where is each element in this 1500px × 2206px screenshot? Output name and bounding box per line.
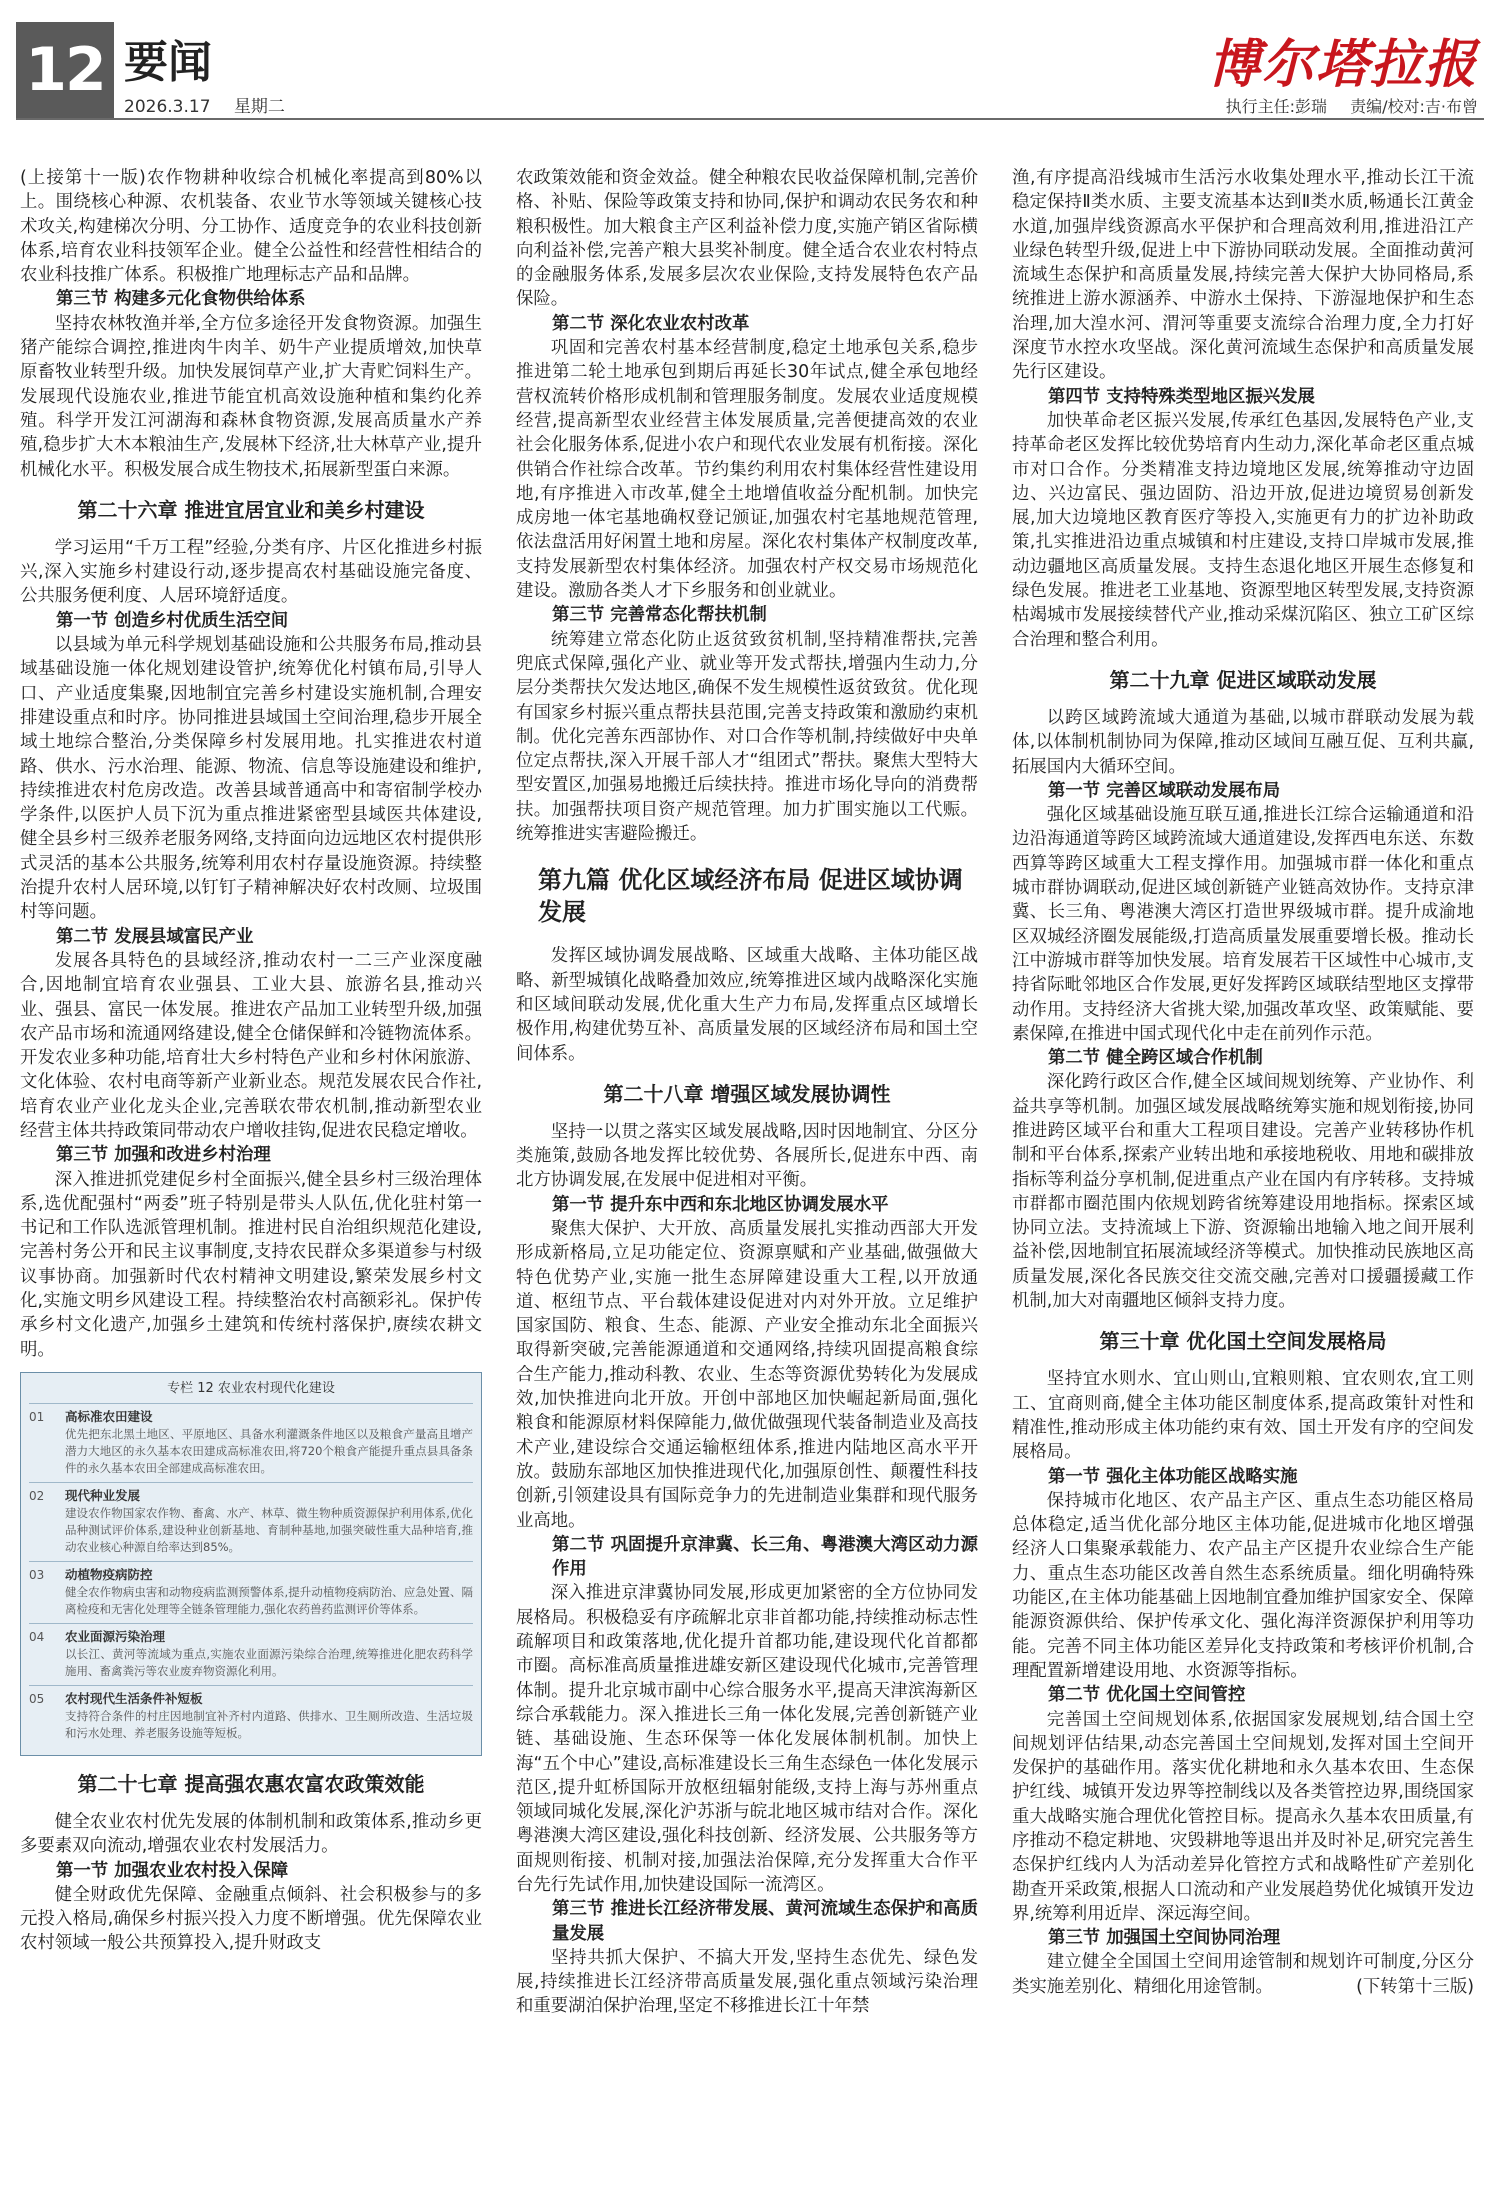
feature-box-item [29,1561,473,1623]
feature-box [20,1372,482,1756]
paragraph: 农政策效能和资金效益。健全种粮农民收益保障机制,完善价格、补贴、保险等政策支持和协同,保护和调动农民务农和种粮积极性。加大粮食主产区利益补偿力度,实施产销区省际横向利益补偿,完善产粮大县奖补制度。健全适合农业农村特点的金融服务体系,发展多层次农业保险,支持发展特色农产品保险。 [516,168,978,310]
paragraph: 深入推进京津冀协同发展,形成更加紧密的全方位协同发展格局。积极稳妥有序疏解北京非首都功能,持续推动标志性疏解项目和政策落地,优化提升首都功能,建设现代化首都都市圈。高标准高质量推进雄安新区建设现代化城市,完善管理体制。提升北京城市副中心综合服务水平,提高天津滨海新区综合承载能力。深入推进长三角一体化发展,完善创新链产业链、基础设施、生态环保等一体化发展体制机制。加快上海“五个中心”建设,高标准建设长三角生态绿色一体化发展示范区,提升虹桥国际开放枢纽辐射能级,支持上海与苏州重点领域同城化发展,深化沪苏浙与皖北地区城市结对合作。深化粤港澳大湾区建设,强化科技创新、经济发展、公共服务等方面规则衔接、机制对接,加强法治保障,充分发挥重大合作平台先行先试作用,加快建设国际一流湾区。 [516,1583,978,1895]
section-heading: 第三节 加强国土空间协同治理 [1048,1928,1281,1949]
paragraph: 学习运用“千万工程”经验,分类有序、片区化推进乡村振兴,深入实施乡村建设行动,逐步提高农村基础设施完备度、公共服务便利度、人居环境舒适度。 [20,537,482,607]
paragraph: 加快革命老区振兴发展,传承红色基因,发展特色产业,支持革命老区发挥比较优势培育内生动力,深化革命老区重点城市对口合作。分类精准支持边境地区发展,统筹推动守边固边、兴边富民、强边固防、沿边开放,促进边境贸易创新发展,加大边境地区教育医疗等投入,实施更有力的扩边补助政策,扎实推进沿边重点城镇和村庄建设,支持口岸城市发展,推动边疆地区高质量发展。支持生态退化地区开展生态修复和绿色发展。推进老工业基地、资源型地区转型发展,支持资源枯竭城市发展接续替代产业,推动采煤沉陷区、独立工矿区综合治理和整合利用。 [1012,410,1474,650]
paragraph [1012,1950,1474,1999]
paragraph: 聚焦大保护、大开放、高质量发展扎实推动西部大开发形成新格局,立足功能定位、资源禀赋和产业基础,做强做大特色优势产业,实施一批生态屏障建设重大工程,以开放通道、枢纽节点、平台载体建设促进对内对外开放。立足维护国家国防、粮食、生态、能源、产业安全推动东北全面振兴取得新突破,完善能源通道和交通网络,持续巩固提高粮食综合生产能力,推动科教、农业、生态等资源优势转化为发展成效,加快推进向北开放。开创中部地区加快崛起新局面,强化粮食和能源原材料保障能力,做优做强现代装备制造业及高技术产业,建设综合交通运输枢纽体系,推进内陆地区高水平开放。鼓励东部地区加快推进现代化,加强原创性、颠覆性科技创新,引领建设具有国际竞争力的先进制造业集群和现代服务业高地。 [516,1218,978,1531]
section-heading: 第一节 加强农业农村投入保障 [56,1860,289,1881]
section-heading: 第一节 完善区域联动发展布局 [1048,780,1281,801]
continued-note: (下转第十三版) [1356,1976,1474,1997]
section-heading: 第二节 优化国土空间管控 [1048,1685,1246,1706]
item-number: 04 [29,1629,45,1644]
paragraph: 健全财政优先保障、金融重点倾斜、社会积极参与的多元投入格局,确保乡村振兴投入力度不断增强。优先保障农业农村领域一般公共预算投入,提升财政支 [20,1884,482,1954]
item-text: 健全农作物病虫害和动物疫病监测预警体系,提升动植物疫病防治、应急处置、隔离检疫和无害化处理等全链条管理能力,强化农药兽药监测评价等体系。 [65,1584,473,1616]
paragraph: 以县域为单元科学规划基础设施和公共服务布局,推动县域基础设施一体化规划建设管护,统筹优化村镇布局,引导人口、产业适度集聚,因地制宜完善乡村建设实施机制,合理安排建设重点和时序。协同推进县域国土空间治理,稳步开展全域土地综合整治,分类保障乡村发展用地。扎实推进农村道路、供水、污水治理、能源、物流、信息等设施建设和维护,持续推进农村危房改造。改善县域普通高中和寄宿制学校办学条件,以医护人员下沉为重点推进紧密型县域医共体建设,健全县乡村三级养老服务网络,支持面向边远地区农村提供形式灵活的基本公共服务,统筹利用农村存量设施资源。持续整治提升农村人居环境,以钉钉子精神解决好农村改厕、垃圾围村等问题。 [20,635,482,923]
section-heading: 第四节 支持特殊类型地区振兴发展 [1048,386,1315,407]
masthead-logo: 博尔塔拉报 [1207,34,1478,95]
editor-credits [1208,94,1478,117]
feature-box-item [29,1685,473,1747]
section-heading: 第三节 构建多元化食物供给体系 [56,289,306,310]
header-divider [16,118,1484,120]
section-heading: 第二节 发展县域富民产业 [56,926,254,947]
paragraph: 坚持宜水则水、宜山则山,宜粮则粮、宜农则农,宜工则工、宜商则商,健全主体功能区制度体系,提高政策针对性和精准性,推动形成主体功能约束有效、国土开发有序的空间发展格局。 [1012,1369,1474,1463]
section-title: 要闻 [124,37,212,88]
item-number: 05 [29,1691,45,1706]
section-heading: 第一节 创造乡村优质生活空间 [56,610,289,631]
item-text: 优先把东北黑土地区、平原地区、具备水利灌溉条件地区以及粮食产量高且增产潜力大地区的永久基本农田建成高标准农田,将720个粮食产能提升重点县具备条件的永久基本农田全部建成高标准农田。 [65,1426,473,1475]
item-title: 动植物疫病防控 [65,1566,153,1582]
article-column-3 [1012,166,1474,2194]
paragraph: 坚持农林牧渔并举,全方位多途径开发食物资源。加强生猪产能综合调控,推进肉牛肉羊、奶牛产业提质增效,加快草原畜牧业转型升级。加快发展饲草产业,扩大青贮饲料生产。发展现代设施农业,推进节能宜机高效设施种植和集约化养殖。科学开发江河湖海和森林食物资源,发展高质量水产养殖,稳步扩大木本粮油生产,发展林下经济,壮大林草产业,提升机械化水平。积极发展合成生物技术,拓展新型蛋白来源。 [20,313,482,480]
section-heading: 第三节 完善常态化帮扶机制 [552,605,767,626]
article-column-2 [516,166,978,2194]
section-heading: 第三节 推进长江经济带发展、黄河流域生态保护和高质量发展 [552,1899,978,1944]
section-heading: 第二节 深化农业农村改革 [552,313,750,334]
executive-editor: 执行主任:彭瑞 [1225,97,1328,116]
item-title: 高标准农田建设 [65,1408,153,1424]
item-text: 以长江、黄河等流域为重点,实施农业面源污染综合治理,统筹推进化肥农药科学施用、畜禽粪污等农业废弃物资源化利用。 [65,1646,473,1678]
article-column-1 [20,166,482,2194]
paragraph-text: 建立健全全国国土空间用途管制和规划许可制度,分区分类实施差别化、精细化用途管制。 [1012,1952,1474,1997]
item-title: 现代种业发展 [65,1487,141,1503]
chapter-heading: 第二十七章 提高强农惠农富农政策效能 [77,1771,425,1796]
paragraph: 发挥区域协调发展战略、区域重大战略、主体功能区战略、新型城镇化战略叠加效应,统筹推进区域内战略深化实施和区域间联动发展,优化重大生产力布局,发挥重点区域增长极作用,构建优势互补、高质量发展的区域经济布局和国土空间体系。 [516,946,978,1064]
paragraph: 统筹建立常态化防止返贫致贫机制,坚持精准帮扶,完善兜底式保障,强化产业、就业等开发式帮扶,增强内生动力,分层分类帮扶欠发达地区,确保不发生规模性返贫致贫。优化现有国家乡村振兴重点帮扶县范围,完善支持政策和激励约束机制。优化完善东西部协作、对口合作等机制,持续做好中央单位定点帮扶,深入开展千部人才“组团式”帮扶。聚焦大型特大型安置区,加强易地搬迁后续扶持。推进市场化导向的消费帮扶。加强帮扶项目资产规范管理。加力扩围实施以工代赈。统筹推进实害避险搬迁。 [516,629,978,845]
section-heading: 第一节 提升东中西和东北地区协调发展水平 [552,1194,889,1215]
chapter-heading: 第二十八章 增强区域发展协调性 [603,1081,891,1106]
paragraph: 发展各具特色的县域经济,推动农村一二三产业深度融合,因地制宜培育农业强县、工业大县、旅游名县,推动兴业、强县、富民一体发展。推进农产品加工业转型升级,加强农产品市场和流通网络建设,健全仓储保鲜和冷链物流体系。开发农业多种功能,培育壮大乡村特色产业和乡村休闲旅游、文化体验、农村电商等新产业新业态。规范发展农民合作社,培育农业产业化龙头企业,完善联农带农机制,推动新型农业经营主体共持政策同带动农户增收挂钩,促进农民稳定增收。 [20,950,482,1141]
paragraph: (上接第十一版)农作物耕种收综合机械化率提高到80%以上。围绕核心种源、农机装备、农业节水等领域关键核心技术攻关,构建梯次分明、分工协作、适度竞争的农业科技创新体系,培育农业科技领军企业。健全公益性和经营性相结合的农业科技推广体系。积极推广地理标志产品和品牌。 [20,168,482,286]
chapter-heading: 第二十六章 推进宜居宜业和美乡村建设 [77,497,425,522]
paragraph: 深化跨行政区合作,健全区域间规划统筹、产业协作、利益共享等机制。加强区域发展战略统筹实施和规划衔接,协同推进跨区域平台和重大工程项目建设。完善产业转移协作机制和平台体系,探索产业转出地和承接地税收、用地和碳排放指标等利益分享机制,促进重点产业在国内有序转移。支持城市群都市圈范围内依规划跨省统筹建设用地指标。探索区域协同立法。支持流域上下游、资源输出地输入地之间开展利益补偿,因地制宜拓展流域经济等模式。加快推动民族地区高质量发展,深化各民族交往交流交融,完善对口援疆援藏工作机制,加大对南疆地区倾斜支持力度。 [1012,1072,1474,1312]
paragraph: 坚持一以贯之落实区域发展战略,因时因地制宜、分区分类施策,鼓励各地发挥比较优势、各展所长,促进东中西、南北方协调发展,在发展中促进相对平衡。 [516,1121,978,1191]
chapter-heading: 第三十章 优化国土空间发展格局 [1099,1329,1387,1354]
paragraph: 渔,有序提高沿线城市生活污水收集处理水平,推动长江干流稳定保持Ⅱ类水质、主要支流基本达到Ⅱ类水质,畅通长江黄金水道,加强岸线资源高水平保护和合理高效利用,推进沿江产业绿色转型升级,促进上中下游协同联动发展。全面推动黄河流域生态保护和高质量发展,持续完善大保护大协同格局,系统推进上游水源涵养、中游水土保持、下游湿地保护和生态治理,加大湟水河、渭河等重要支流综合治理力度,全力打好深度节水控水攻坚战。深化黄河流域生态保护和高质量发展先行区建设。 [1012,168,1474,383]
feature-box-item [29,1403,473,1482]
issue-date-line [124,92,303,117]
part-heading: 第九篇 优化区域经济布局 促进区域协调发展 [538,866,963,927]
paragraph: 完善国土空间规划体系,依据国家发展规划,结合国土空间规划评估结果,动态完善国土空间规划,发挥对国土空间开发保护的基础作用。落实优化耕地和永久基本农田、生态保护红线、城镇开发边界等控制线以及各类管控边界,围绕国家重大战略实施合理优化管控目标。提高永久基本农田质量,有序推动不稳定耕地、灾毁耕地等退出并及时补足,研究完善生态保护红线内人为活动差异化管控方式和战略性矿产差别化勘查开采政策,根据人口流动和产业发展趋势优化城镇开发边界,统筹利用近岸、深远海空间。 [1012,1709,1474,1924]
paragraph: 以跨区域跨流域大通道为基础,以城市群联动发展为载体,以体制机制协同为保障,推动区域间互融互促、互利共赢,拓展国内大循环空间。 [1012,707,1474,777]
item-number: 02 [29,1488,45,1503]
feature-box-item [29,1482,473,1561]
section-heading: 第一节 强化主体功能区战略实施 [1048,1466,1298,1487]
paragraph: 健全农业农村优先发展的体制机制和政策体系,推动乡更多要素双向流动,增强农业农村发展活力。 [20,1811,482,1857]
paragraph: 深入推进抓党建促乡村全面振兴,健全县乡村三级治理体系,选优配强村“两委”班子特别是带头人队伍,优化驻村第一书记和工作队选派管理机制。推进村民自治组织规范化建设,完善村务公开和民主议事制度,支持农民群众多渠道参与村级议事协商。加强新时代农村精神文明建设,繁荣发展乡村文化,实施文明乡风建设工程。持续整治农村高额彩礼。保护传承乡村文化遗产,加强乡土建筑和传统村落保护,赓续农耕文明。 [20,1169,482,1360]
feature-box-item [29,1623,473,1685]
item-text: 建设农作物国家农作物、畜禽、水产、林草、微生物种质资源保护利用体系,优化品种测试评价体系,建设种业创新基地、育制种基地,加强突破性重大品种培育,推动农业核心种源自给率达到85%。 [65,1505,473,1554]
item-text: 支持符合条件的村庄因地制宜补齐村内道路、供排水、卫生厕所改造、生活垃圾和污水处理、养老服务设施等短板。 [65,1708,473,1740]
chapter-heading: 第二十九章 促进区域联动发展 [1109,667,1377,692]
section-heading: 第二节 巩固提升京津冀、长三角、粤港澳大湾区动力源作用 [552,1534,978,1580]
item-number: 01 [29,1409,45,1424]
issue-date: 2026.3.17 [124,97,211,117]
paragraph: 巩固和完善农村基本经营制度,稳定土地承包关系,稳步推进第二轮土地承包到期后再延长30年试点,健全承包地经营权流转价格形成机制和管理服务制度。发展农业适度规模经营,提高新型农业经营主体发展质量,完善便捷高效的农业社会化服务体系,促进小农户和现代农业发展有机衔接。深化供销合作社综合改革。节约集约利用农村集体经营性建设用地,有序推进入市改革,健全土地增值收益分配机制。加快完成房地一体宅基地确权登记颁证,加强农村宅基地规范管理,依法盘活用好闲置土地和房屋。深化农村集体产权制度改革,支持发展新型农村集体经济。加强农村产权交易市场规范化建设。激励各类人才下乡服务和创业就业。 [516,338,978,602]
paragraph: 坚持共抓大保护、不搞大开发,坚持生态优先、绿色发展,持续推进长江经济带高质量发展,强化重点领域污染治理和重要湖泊保护治理,坚定不移推进长江十年禁 [516,1947,978,2017]
issue-weekday: 星期二 [233,97,285,117]
feature-box-title: 专栏 12 农业农村现代化建设 [167,1380,335,1396]
item-title: 农村现代生活条件补短板 [65,1690,203,1706]
section-heading: 第三节 加强和改进乡村治理 [56,1145,271,1166]
item-title: 农业面源污染治理 [65,1628,166,1644]
paragraph: 保持城市化地区、农产品主产区、重点生态功能区格局总体稳定,适当优化部分地区主体功能,促进城市化地区增强经济人口集聚承载能力、农产品主产区提升农业综合生产能力、重点生态功能区改善自然生态系统质量。细化明确特殊功能区,在主体功能基础上因地制宜叠加维护国家安全、保障能源资源供给、保护传承文化、强化海洋资源保护利用等功能。完善不同主体功能区差异化支持政策和考核评价机制,合理配置新增建设用地、水资源等指标。 [1012,1490,1474,1681]
paragraph: 强化区域基础设施互联互通,推进长江综合运输通道和沿边沿海通道等跨区域跨流域大通道建设,发挥西电东送、东数西算等跨区域重大工程支撑作用。加强城市群一体化和重点城市群协调联动,促进区域创新链产业链高效协作。支持京津冀、长三角、粤港澳大湾区打造世界级城市群。提升成渝地区双城经济圈发展能级,打造高质量发展重要增长极。推动长江中游城市群等加快发展。培育发展若干区域性中心城市,支持省际毗邻地区合作发展,更好发挥跨区域联结型地区支撑带动作用。支持经济大省挑大梁,加强改革攻坚、政策赋能、要素保障,在推进中国式现代化中走在前列作示范。 [1012,805,1474,1044]
proofreader: 责编/校对:吉·布曾 [1350,97,1478,116]
item-number: 03 [29,1567,45,1582]
section-heading: 第二节 健全跨区域合作机制 [1048,1048,1263,1069]
page-number: 12 [16,22,114,118]
